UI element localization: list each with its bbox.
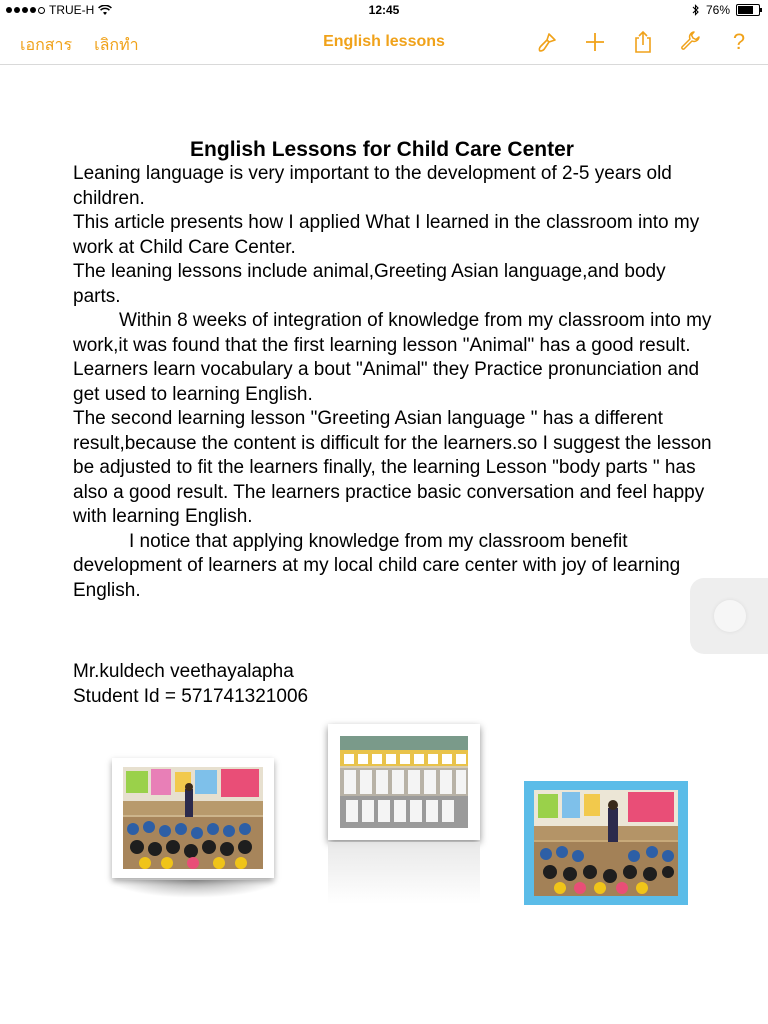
paragraph: The second learning lesson "Greeting Asian language " has a different result,because the content is difficult for the learners.so I suggest the lesson be adjusted to fit the learners finally, the learning Lesson "body parts " has also a good result. The learners practice basic conversation and feel happy with learning English. <box>73 408 712 527</box>
toolbar <box>0 20 768 65</box>
battery-percent: 76% <box>705 3 730 17</box>
classroom-photo-1[interactable] <box>112 758 274 878</box>
carrier-name: TRUE-H <box>49 3 95 17</box>
battery-icon <box>736 4 760 16</box>
paragraph: I notice that applying knowledge from my classroom benefit development of learners at my local child care center with joy of learning English. <box>73 530 681 601</box>
student-id: Student Id = 571741321006 <box>73 685 309 707</box>
toolbar-left <box>20 33 139 58</box>
paragraph: Leaning language is very important to the development of 2-5 years old children. <box>73 163 672 209</box>
documents-button[interactable]: เอกสาร <box>20 37 73 54</box>
document-body[interactable] <box>73 138 713 603</box>
floating-assistive-button[interactable] <box>690 578 768 654</box>
status-right <box>692 3 760 17</box>
toolbar-right <box>534 29 752 55</box>
undo-button[interactable]: เลิกทำ <box>94 37 139 54</box>
photo-shadow <box>110 880 278 898</box>
paragraph: Within 8 weeks of integration of knowledge from my classroom into my work,it was found that the first learning lesson "Animal" has a good result. Learners learn vocabulary a bout "Animal" they Practice pronunciation and get used to learning English. <box>73 310 712 405</box>
wall-display-image <box>340 736 468 828</box>
photo-reflection <box>328 842 480 904</box>
status-bar <box>0 0 768 20</box>
signature-block <box>73 660 308 709</box>
battery-level <box>738 6 753 14</box>
paragraph: This article presents how I applied What I learned in the classroom into my work at Child Care Center. <box>73 212 700 258</box>
paragraph: The leaning lessons include animal,Greeting Asian language,and body parts. <box>73 261 666 307</box>
doc-heading: English Lessons for Child Care Center <box>190 138 574 161</box>
assistive-touch-icon <box>714 600 746 632</box>
paintbrush-icon[interactable] <box>534 29 560 55</box>
class-session-image <box>534 790 678 896</box>
signature-name: Mr.kuldech veethayalapha <box>73 661 294 682</box>
share-icon[interactable] <box>630 29 656 55</box>
classroom-photo-2[interactable] <box>328 724 480 840</box>
help-glyph: ? <box>732 29 746 54</box>
classroom-image <box>123 767 263 869</box>
help-icon[interactable] <box>726 29 752 55</box>
plus-icon[interactable] <box>582 29 608 55</box>
classroom-photo-3[interactable] <box>524 781 688 905</box>
clock: 12:45 <box>368 3 400 17</box>
wrench-icon[interactable] <box>678 29 704 55</box>
bluetooth-icon <box>692 4 700 16</box>
document-title: English lessons <box>323 33 445 50</box>
